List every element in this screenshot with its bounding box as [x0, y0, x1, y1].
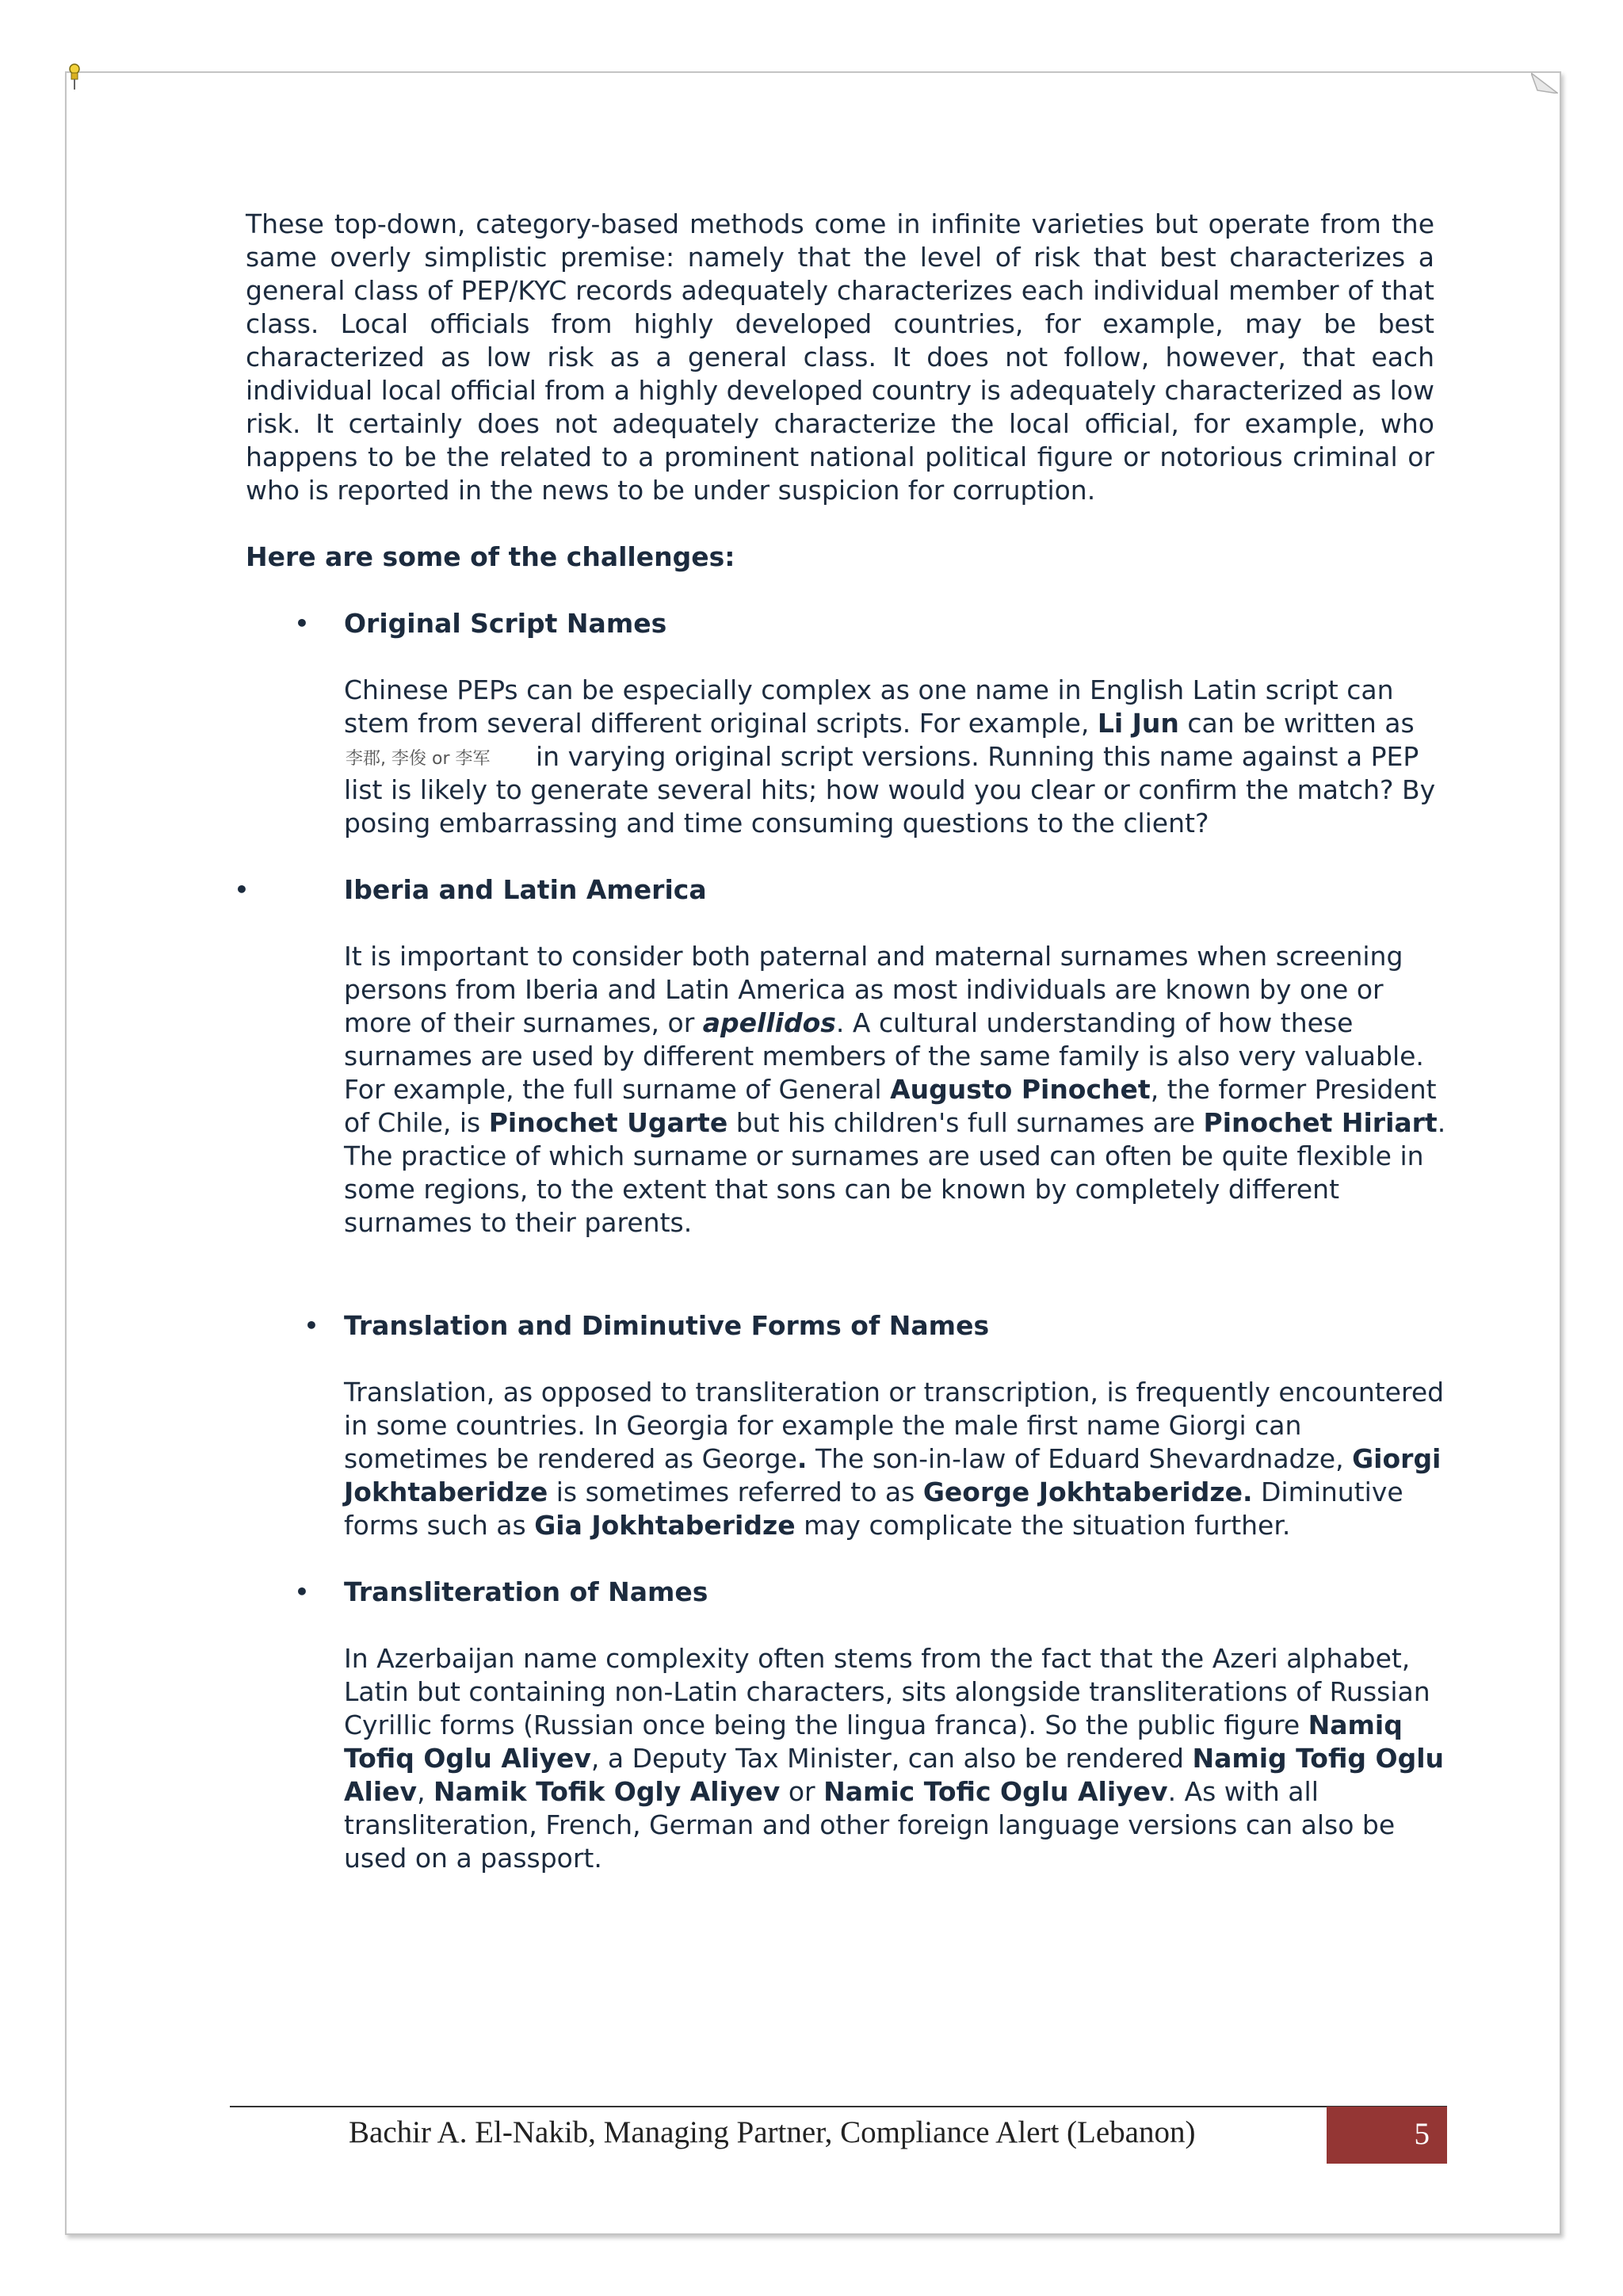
paragraph-text: The son-in-law of Eduard Shevardnadze,	[807, 1443, 1353, 1474]
footer-author: Bachir A. El-Nakib, Managing Partner, Compliance Alert (Lebanon)	[349, 2115, 1196, 2149]
bullet-icon: •	[295, 1579, 309, 1605]
paragraph-text: . As with all transliteration, French, German and other foreign language versions can also be used on a passport.	[344, 1776, 1396, 1874]
bold-name: Pinochet Ugarte	[488, 1107, 728, 1138]
paragraph-text: . A cultural understanding of how these surnames are used by different members of the same family is also very valuable. For example, the full surname of General	[344, 1007, 1424, 1105]
bold-name: George Jokhtaberidze.	[922, 1477, 1253, 1507]
page-number: 5	[1414, 2117, 1430, 2151]
section-title: Transliteration of Names	[344, 1576, 708, 1607]
bold-period: .	[796, 1443, 808, 1474]
bold-name: Giorgi Jokhtaberidze	[344, 1443, 1442, 1507]
bold-name: Namiq Tofiq Oglu Aliyev	[344, 1710, 1403, 1774]
paragraph-text: can be written as	[1178, 708, 1415, 739]
paragraph-text: In Azerbaijan name complexity often stems from the fact that the Azeri alphabet, Latin but containing non-Latin characters, sits alongside transliterations of Russian Cyrillic forms (Russian once being the lingua franca). So the public figure	[344, 1643, 1430, 1740]
footer-divider	[230, 2106, 1447, 2107]
pushpin-icon	[68, 63, 81, 90]
svg-text:李郡, 李俊 or 李军: 李郡, 李俊 or 李军	[346, 749, 491, 769]
page-number-box	[1327, 2107, 1447, 2164]
paragraph-text: but his children's full surnames are	[727, 1107, 1204, 1138]
italic-term: apellidos	[702, 1007, 836, 1038]
bold-name: Namik Tofik Ogly Aliyev	[433, 1776, 781, 1807]
bullet-transliteration	[295, 1576, 1434, 1609]
paragraph-text: , a Deputy Tax Minister, can also be rendered	[590, 1743, 1193, 1774]
section-paragraph-translation	[344, 1376, 1453, 1542]
paragraph-text: in varying original script versions. Running this name against a PEP list is likely to generate several hits; how would you clear or confirm the match? By posing embarrassing and time consuming questions to the client?	[344, 741, 1436, 839]
section-title: Translation and Diminutive Forms of Names	[344, 1310, 990, 1341]
paragraph-text: ,	[417, 1776, 434, 1807]
bullet-original-script-names	[295, 607, 1434, 640]
paragraph-text: It is important to consider both paternal and maternal surnames when screening persons from Iberia and Latin America as most individuals are known by one or more of their surnames, or	[344, 941, 1403, 1038]
paragraph-text: may complicate the situation further.	[795, 1510, 1291, 1541]
paragraph-text: or	[780, 1776, 824, 1807]
document-body	[235, 208, 1446, 1875]
paragraph-text: , the former President of Chile, is	[344, 1074, 1437, 1138]
paragraph-text: Chinese PEPs can be especially complex as one name in English Latin script can stem from several different original scripts. For example,	[344, 674, 1394, 739]
section-paragraph-original-script	[344, 674, 1453, 840]
intro-paragraph: These top-down, category-based methods come in infinite varieties but operate from the same overly simplistic premise: namely that the level of risk that best characterizes a general class of PEP/KYC records adequately characterizes each individual member of that class. Local officials from highly developed countries, for example, may be best characterized as low risk as a general class. It does not follow, however, that each individual local official from a highly developed country is adequately characterized as low risk. It certainly does not adequately characterize the local official, for example, who happens to be the related to a prominent national political figure or notorious criminal or who is reported in the news to be under suspicion for corruption.	[246, 208, 1434, 506]
paragraph-text: Translation, as opposed to transliteration or transcription, is frequently encountered in some countries. In Georgia for example the male first name Giorgi can sometimes be rendered as George	[344, 1377, 1445, 1474]
bold-name: Namig Tofig Oglu Aliev	[344, 1743, 1444, 1807]
challenges-heading: Here are some of the challenges:	[246, 541, 735, 572]
chinese-characters-image	[344, 745, 531, 769]
page-fold-corner	[1531, 73, 1558, 94]
bold-name: Gia Jokhtaberidze	[534, 1510, 796, 1541]
bullet-translation-diminutive	[304, 1309, 1434, 1343]
bullet-icon: •	[235, 877, 249, 903]
section-paragraph-iberia	[344, 940, 1453, 1240]
paragraph-text: . The practice of which surname or surnames are used can often be quite flexible in some regions, to the extent that sons can be known by completely different surnames to their parents.	[344, 1107, 1446, 1238]
bold-name: Pinochet Hiriart	[1203, 1107, 1438, 1138]
bullet-iberia-latin-america	[235, 873, 1434, 907]
bullet-icon: •	[304, 1312, 319, 1339]
bullet-icon: •	[295, 610, 309, 636]
section-title: Original Script Names	[344, 608, 667, 639]
bold-name: Li Jun	[1097, 708, 1179, 739]
section-paragraph-transliteration	[344, 1642, 1453, 1875]
paragraph-text: Diminutive forms such as	[344, 1477, 1403, 1541]
bold-name: Augusto Pinochet	[890, 1074, 1151, 1105]
paragraph-text: is sometimes referred to as	[548, 1477, 923, 1507]
bold-name: Namic Tofic Oglu Aliyev	[823, 1776, 1168, 1807]
section-title: Iberia and Latin America	[344, 874, 707, 905]
